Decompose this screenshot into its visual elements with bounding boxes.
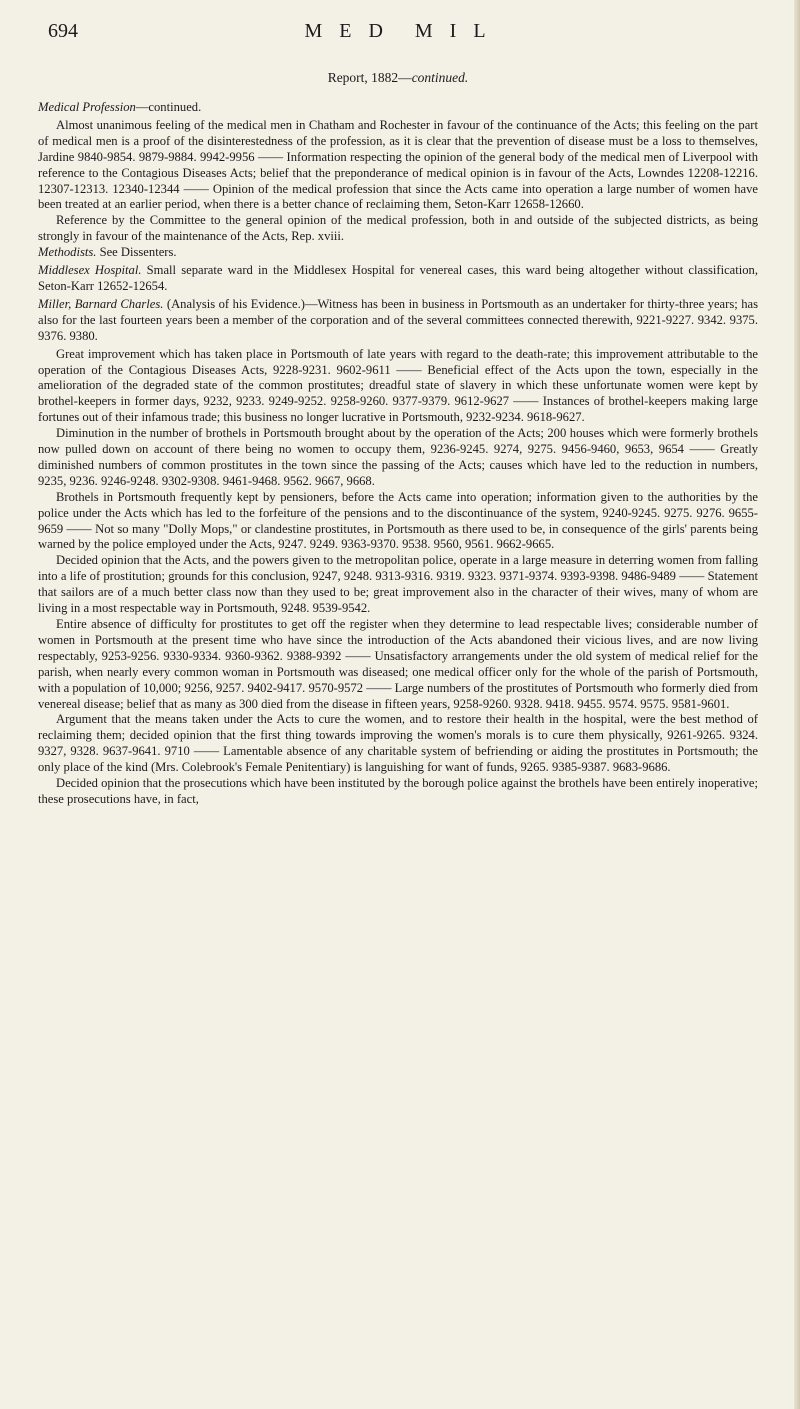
entry-heading: Methodists. <box>38 245 97 260</box>
entry-text: Decided opinion that the Acts, and the powers given to the metropolitan police, operate in a large measure in deterring women from falling into a life of prostitution; grounds for this conclusion, 9247, 9248. 9313-9316. 9319. 9323. 9371-9374. 9393-9398. 9486-9489 —— Statement that sailors are of a much better class now than they used to be; great improvement also in the character of their wives, many of whom are living in a most respectable way in Portsmouth, 9248. 9539-9542. <box>38 553 758 616</box>
entry-text: Argument that the means taken under the Acts to cure the women, and to restore their health in the hospital, were the best method of reclaiming them; decided opinion that the first thing towards improving the women's morals is to cure them physically, 9261-9265. 9324. 9327, 9328. 9637-9641. 9710 —— Lamentable absence of any charitable system of befriending or aiding the prostitutes in Portsmouth; the only place of the kind (Mrs. Colebrook's Female Penitentiary) is languishing for want of funds, 9265. 9385-9387. 9683-9686. <box>38 712 758 775</box>
entry-text: Entire absence of difficulty for prostitutes to get off the register when they determine to lead respectable lives; considerable number of women in Portsmouth at the present time who have since the introduction of the Acts abandoned their vicious lives, and are now living respectably, 9253-9256. 9330-9334. 9360-9362. 9388-9392 —— Unsatisfactory arrangements under the old system of medical relief for the parish, when nearly every common woman in Portsmouth was diseased; one medical officer only for the whole of the parish of Portsmouth, with a population of 10,000; 9256, 9257. 9402-9417. 9570-9572 —— Large numbers of the prostitutes of Portsmouth who formerly died from venereal disease; belief that as many as 300 died from the disease in fifteen years, 9258-9260. 9328. 9418. 9455. 9574. 9575. 9581-9601. <box>38 617 758 711</box>
running-head <box>38 20 758 43</box>
index-paragraph <box>38 118 758 213</box>
entry-text: Small separate ward in the Middlesex Hospital for venereal cases, this ward being altogether without classification, Seton-Karr 12652-12654. <box>38 263 758 293</box>
index-entry <box>38 263 758 295</box>
entry-text: Reference by the Committee to the general opinion of the medical profession, both in and outside of the subjected districts, as being strongly in favour of the maintenance of the Acts, Rep. xviii. <box>38 213 758 244</box>
document-page <box>38 18 758 808</box>
index-entry <box>38 297 758 345</box>
entry-heading: Middlesex Hospital. <box>38 263 142 278</box>
entry-text: (Analysis of his Evidence.)—Witness has been in business in Portsmouth as an undertaker for thirty-three years; has also for the last fourteen years been a member of the corporation and of the several committees connected therewith, 9221-9227. 9342. 9375. 9376. 9380. <box>38 296 758 343</box>
index-entry <box>38 100 758 116</box>
subheading-continued: continued. <box>411 70 469 85</box>
entry-heading: Medical Profession <box>38 100 136 114</box>
entry-heading: Miller, Barnard Charles. <box>38 296 164 311</box>
entry-text: Brothels in Portsmouth frequently kept by pensioners, before the Acts came into operation; information given to the authorities by the police under the Acts which has led to the forfeiture of the pensions and to the discontinuance of the system, 9240-9245. 9275. 9276. 9655-9659 —— Not so many "Dolly Mops," or clandestine prostitutes, in Portsmouth as there used to be, in consequence of the girls' parents being warned by the police employed under the Acts, 9247. 9249. 9363-9370. 9538. 9560, 9561. 9662-9665. <box>38 489 758 552</box>
entry-text: Almost unanimous feeling of the medical men in Chatham and Rochester in favour of the continuance of the Acts; this feeling on the part of medical men is a proof of the disinterestedness of the profession, as it is clear that the prevention of disease must be a loss to themselves, Jardine 9840-9854. 9879-9884. 9942-9956 —— Information respecting the opinion of the general body of the medical men of Liverpool with reference to the Contagious Diseases Acts; belief that the preponderance of medical opinion is in favour of the Acts, Lowndes 12208-12216. 12307-12313. 12340-12344 —— Opinion of the medical profession that since the Acts came into operation a large number of women have been treated at an earlier period, when there is a better chance of reclaiming them, Seton-Karr 12658-12660. <box>38 117 758 212</box>
running-head-right: M I L <box>414 20 492 42</box>
entry-text: Decided opinion that the prosecutions which have been instituted by the borough police against the brothels have been entirely inoperative; these prosecutions have, in fact, <box>38 776 758 806</box>
page-edge <box>794 0 800 1409</box>
index-content <box>38 100 758 808</box>
entry-text: —continued. <box>135 100 202 114</box>
page-number: 694 <box>48 20 78 42</box>
running-head-left: M E D <box>304 20 389 42</box>
index-paragraph <box>38 490 758 554</box>
index-paragraph <box>38 553 758 617</box>
index-paragraph <box>38 617 758 712</box>
subheading-text: Report, 1882— <box>327 70 412 85</box>
index-paragraph <box>38 213 758 245</box>
page-header <box>38 18 758 46</box>
report-subheading <box>38 70 758 86</box>
entry-text: Diminution in the number of brothels in Portsmouth brought about by the operation of the Acts; 200 houses which were formerly brothels now pulled down on account of there being no women to occupy them, 9236-9245. 9274, 9275. 9456-9460, 9653, 9654 —— Greatly diminished numbers of common prostitutes in the town since the passing of the Acts; causes which have led to the reduction in numbers, 9235, 9236. 9246-9248. 9302-9308. 9461-9468. 9562. 9667, 9668. <box>38 426 758 488</box>
index-paragraph <box>38 426 758 490</box>
entry-text: See Dissenters. <box>99 245 177 260</box>
index-entry <box>38 245 758 261</box>
index-paragraph <box>38 776 758 808</box>
index-paragraph <box>38 712 758 776</box>
entry-text: Great improvement which has taken place in Portsmouth of late years with regard to the death-rate; this improvement attributable to the operation of the Contagious Diseases Acts, 9228-9231. 9602-9611 —— Beneficial effect of the Acts upon the town, especially in the amelioration of the degraded state of the common prostitutes; dreadful state of slavery in which these unfortunate women were kept by brothel-keepers in former days, 9232, 9233. 9249-9252. 9258-9260. 9377-9379. 9612-9627 —— Instances of brothel-keepers making large fortunes out of their infamous trade; this business no longer lucrative in Portsmouth, 9232-9234. 9618-9627. <box>38 346 758 425</box>
index-paragraph <box>38 347 758 427</box>
